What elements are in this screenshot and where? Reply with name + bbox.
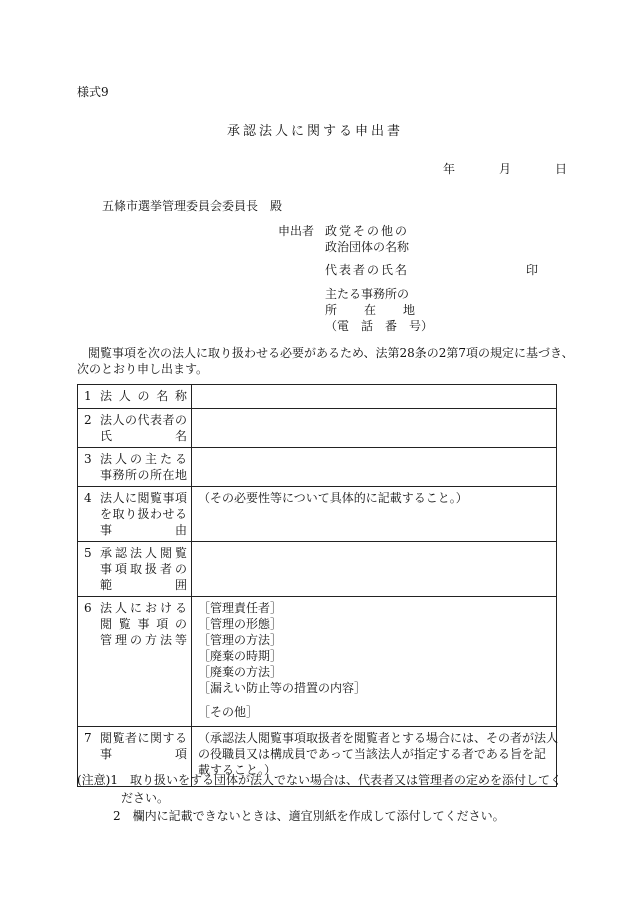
phone-label: （電 話 番 号） — [325, 319, 434, 333]
form-number: 様式9 — [77, 85, 109, 99]
content-note: （その必要性等について具体的に記載すること。） — [198, 491, 468, 505]
note-number: 1 — [110, 773, 119, 787]
management-item: ［廃棄の方法］ — [198, 665, 283, 679]
seal-mark: 印 — [526, 263, 539, 277]
note-number: 2 — [113, 809, 121, 823]
office-label-line2: 所 在 地 — [325, 303, 417, 317]
management-item: ［管理の方法］ — [198, 633, 283, 647]
row-number: 7 — [84, 731, 92, 745]
management-item: ［管理の形態］ — [198, 617, 283, 631]
office-label-line1: 主たる事務所の — [325, 287, 410, 301]
row-label-cell — [78, 409, 192, 448]
notes — [77, 771, 562, 825]
date-year: 年 — [443, 162, 456, 176]
row-label-text: 事 由 — [100, 523, 187, 537]
management-item: ［漏えい防止等の措置の内容］ — [198, 681, 367, 695]
table-row — [78, 385, 557, 409]
representative-name-label: 代表者の氏名 — [325, 263, 410, 277]
table-row — [78, 448, 557, 487]
intro-text-line1: 閲覧事項を次の法人に取り扱わせる必要があるため、法第28条の2第7項の規定に基づき、 — [88, 346, 574, 360]
applicant-label: 申出者 — [278, 224, 315, 238]
row-label-text: 法人の名称 — [100, 389, 187, 403]
row-label-text: 承認法人閲覧 — [100, 546, 187, 560]
note-text: ださい。 — [121, 791, 170, 805]
row-label-text: 事務所の所在地 — [100, 468, 187, 482]
row-number: 3 — [84, 452, 92, 466]
date-line — [443, 161, 567, 177]
table-row — [78, 542, 557, 597]
row-label-cell — [78, 487, 192, 542]
table-row — [78, 597, 557, 727]
row-number: 2 — [84, 413, 92, 427]
row-number: 4 — [84, 491, 92, 505]
row-label-cell — [78, 542, 192, 597]
management-item: ［その他］ — [198, 705, 259, 719]
table-row — [78, 487, 557, 542]
row-label-text: 法人における — [100, 601, 187, 615]
row-label-text: 法人の主たる — [100, 452, 187, 466]
row-content-cell[interactable] — [192, 597, 557, 727]
row-label-text: 閲覧者に関する — [100, 731, 187, 745]
org-name-label-line1: 政党その他の — [325, 224, 410, 238]
org-name-label-line2: 政治団体の名称 — [325, 240, 410, 254]
row-content-cell[interactable] — [192, 409, 557, 448]
note-text: 欄内に記載できないときは、適宜別紙を作成して添付してください。 — [132, 809, 505, 823]
row-label-cell — [78, 597, 192, 727]
document-title: 承認法人に関する申出書 — [226, 124, 403, 139]
notes-prefix: (注意) — [77, 773, 111, 787]
row-number: 1 — [84, 389, 92, 403]
row-label-text: 法人の代表者の — [100, 413, 187, 427]
row-content-cell[interactable] — [192, 448, 557, 487]
row-label-text: 事 項 — [100, 747, 187, 761]
content-note: （承認法人閲覧事項取扱者を閲覧者とする場合には、その者が法人 — [198, 731, 559, 745]
row-number: 5 — [84, 546, 92, 560]
row-label-text: を取り扱わせる — [100, 507, 187, 521]
application-table — [77, 384, 557, 787]
note-text: 取り扱いをする団体が法人でない場合は、代表者又は管理者の定めを添付してく — [130, 773, 563, 787]
row-content-cell[interactable] — [192, 487, 557, 542]
row-label-text: 事項取扱者の — [100, 562, 187, 576]
row-content-cell[interactable] — [192, 542, 557, 597]
row-label-cell — [78, 385, 192, 409]
row-number: 6 — [84, 601, 92, 615]
date-month: 月 — [499, 162, 512, 176]
row-label-text: 閲覧事項の — [100, 617, 187, 631]
management-item: ［管理責任者］ — [198, 601, 283, 615]
row-label-text: 管理の方法等 — [100, 633, 187, 647]
content-note: 載すること。） — [198, 763, 277, 777]
management-item: ［廃棄の時期］ — [198, 649, 283, 663]
table-row — [78, 409, 557, 448]
intro-text-line2: 次のとおり申し出ます。 — [77, 362, 209, 376]
row-label-text: 法人に閲覧事項 — [100, 491, 187, 505]
row-label-text: 範 囲 — [100, 578, 187, 592]
date-day: 日 — [555, 162, 568, 176]
row-label-text: 氏 名 — [100, 429, 187, 443]
row-label-cell — [78, 448, 192, 487]
row-content-cell[interactable] — [192, 385, 557, 409]
content-note: の役職員又は構成員であって当該法人が指定する者である旨を記 — [198, 747, 546, 761]
recipient: 五條市選挙管理委員会委員長 殿 — [102, 199, 283, 213]
